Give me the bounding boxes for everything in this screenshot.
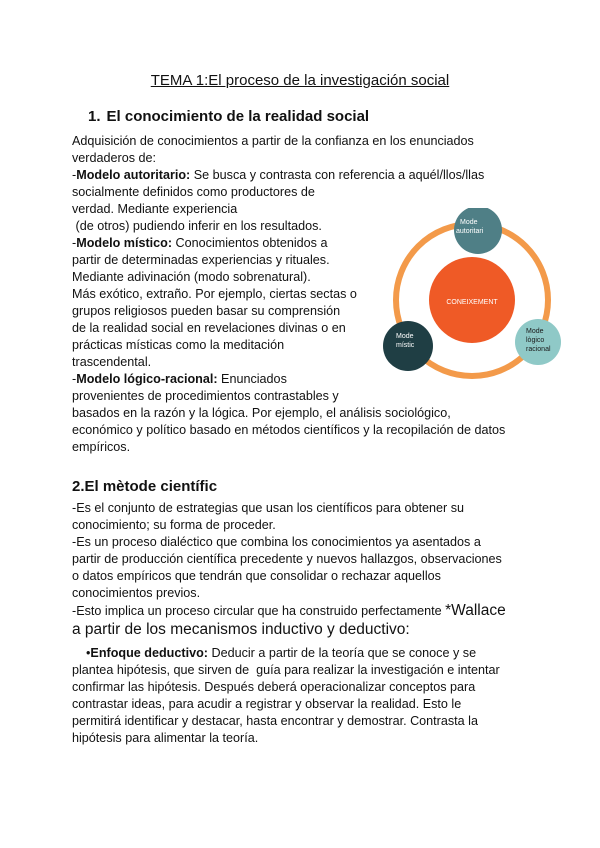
paragraph-line: prácticas místicas como la meditación xyxy=(72,338,285,352)
paragraph-line: hipótesis para alimentar la teoría. xyxy=(72,731,259,745)
paragraph-line: Más exótico, extraño. Por ejemplo, ciertas sectas o xyxy=(72,287,357,301)
paragraph-line: permitirá identificar y destacar, hasta encontrar y demostrar. Contrasta la xyxy=(72,714,478,728)
section-1-heading xyxy=(88,108,369,125)
paragraph-line: Mediante adivinación (modo sobrenatural). xyxy=(72,270,311,284)
deductive-approach-label: Enfoque deductivo: xyxy=(90,646,208,660)
section-1-number: 1. xyxy=(88,108,101,125)
circular-process-line xyxy=(72,602,506,620)
knowledge-models-diagram xyxy=(380,208,564,386)
model-mystic-label: Modelo místico: xyxy=(76,236,173,250)
section-1-title: El conocimiento de la realidad social xyxy=(106,108,370,125)
paragraph-line: (de otros) pudiendo inferir en los resultados. xyxy=(72,219,322,233)
paragraph-line: o datos empíricos que tendrán que consolidar o rechazar aquellos xyxy=(72,569,441,583)
paragraph-line: provenientes de procedimientos contrastables y xyxy=(72,389,339,403)
paragraph-line: a partir de los mecanismos inductivo y deductivo: xyxy=(72,621,410,638)
paragraph-line: partir de determinadas experiencias y rituales. xyxy=(72,253,330,267)
paragraph-line: grupos religiosos pueden basar su comprensión xyxy=(72,304,341,318)
paragraph-line: partir de producción científica precedente y nuevos hallazgos, observaciones xyxy=(72,552,502,566)
paragraph-line: verdad. Mediante experiencia xyxy=(72,202,238,216)
paragraph-line: socialmente definidos como productores de xyxy=(72,185,315,199)
paragraph-line: conocimiento; su forma de proceder. xyxy=(72,518,276,532)
paragraph-line: empíricos. xyxy=(72,440,131,454)
paragraph-line: conocimientos previos. xyxy=(72,586,201,600)
paragraph-line: confirmar las hipótesis. Después deberá operacionalizar conceptos para xyxy=(72,680,476,694)
paragraph-line: Adquisición de conocimientos a partir de la confianza en los enunciados xyxy=(72,134,474,148)
paragraph-text: Conocimientos obtenidos a xyxy=(172,236,328,250)
model-mystic-line xyxy=(72,235,327,252)
bullet-dash: - xyxy=(72,168,77,182)
model-authoritarian-label: Modelo autoritario: xyxy=(76,168,191,182)
center-label: CONEIXEMENT xyxy=(446,299,498,306)
page-title: TEMA 1:El proceso de la investigación social xyxy=(150,72,450,89)
model-authoritarian-line xyxy=(72,167,484,184)
node-mystic-label: místic xyxy=(396,342,415,349)
node-mystic-label: Mode xyxy=(396,333,414,340)
node-authoritarian-label: autoritari xyxy=(456,228,484,235)
model-logical-line xyxy=(72,371,287,388)
paragraph-line: económico y político basado en métodos científicos y la recopilación de datos xyxy=(72,423,506,437)
paragraph-text: Se busca y contrasta con referencia a aquél/llos/llas xyxy=(190,168,485,182)
bullet-icon: • xyxy=(86,646,91,660)
node-logical-label: lògico xyxy=(526,337,545,344)
bullet-dash: - xyxy=(72,372,77,386)
node-logical-label: Mode xyxy=(526,328,544,335)
paragraph-line: contrastar ideas, para acudir a registrar y observar la realidad. Esto le xyxy=(72,697,462,711)
paragraph-line: trascendental. xyxy=(72,355,152,369)
node-authoritarian-label: Mode xyxy=(460,219,478,226)
bullet-dash: - xyxy=(72,236,77,250)
paragraph-line: -Es un proceso dialéctico que combina los conocimientos ya asentados a xyxy=(72,535,481,549)
paragraph-line: de la realidad social en revelaciones divinas o en xyxy=(72,321,346,335)
deductive-approach-line xyxy=(86,645,476,662)
paragraph-text: Deducir a partir de la teoría que se conoce y se xyxy=(207,646,477,660)
wallace-reference: *Wallace xyxy=(445,602,506,619)
paragraph-line: verdaderos de: xyxy=(72,151,157,165)
node-logical-label: racional xyxy=(526,346,551,353)
paragraph-line: plantea hipótesis, que sirven de guía para realizar la investigación e intentar xyxy=(72,663,500,677)
paragraph-line: -Es el conjunto de estrategias que usan los científicos para obtener su xyxy=(72,501,465,515)
model-logical-label: Modelo lógico-racional: xyxy=(76,372,218,386)
paragraph-text: -Esto implica un proceso circular que ha construido perfectamente xyxy=(72,604,446,618)
section-2-heading: 2.El mètode científic xyxy=(72,478,218,495)
paragraph-text: Enunciados xyxy=(217,372,287,386)
paragraph-line: basados en la razón y la lógica. Por ejemplo, el análisis sociológico, xyxy=(72,406,451,420)
